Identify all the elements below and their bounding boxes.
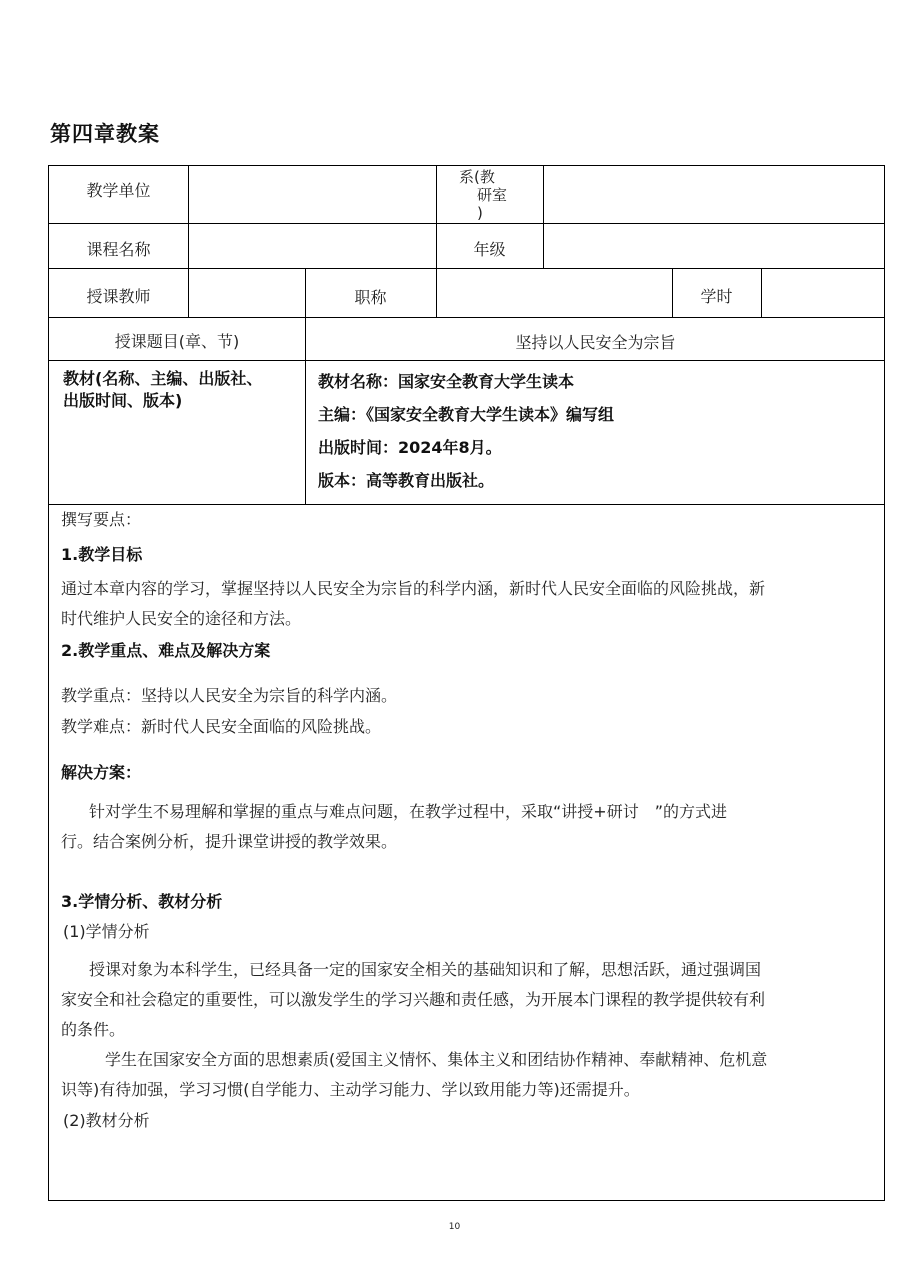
page-title: 第四章教案: [50, 122, 160, 146]
textbook-label: 教材(名称、主编、出版社、 出版时间、版本): [63, 369, 263, 410]
rank-label: 职称: [354, 288, 387, 307]
row-divider: [49, 360, 884, 361]
textbook-edition: 版本：高等教育出版社。: [318, 471, 495, 490]
subheading-textbook-analysis: (2)教材分析: [63, 1111, 150, 1130]
dept-label: 系(教 研室 ): [459, 168, 508, 222]
column-divider: [436, 268, 437, 317]
grade-label: 年级: [473, 240, 506, 259]
topic-value: 坚持以人民安全为宗旨: [515, 333, 676, 352]
textbook-name: 教材名称：国家安全教育大学生读本: [318, 372, 575, 391]
topic-label: 授课题目(章、节): [114, 332, 240, 351]
writing-points-intro: 撰写要点：: [61, 510, 142, 529]
column-divider: [188, 268, 189, 317]
row-divider: [49, 317, 884, 318]
unit-label: 教学单位: [86, 181, 151, 200]
subheading-student-analysis: (1)学情分析: [63, 922, 150, 941]
difficulty-text: 教学难点：新时代人民安全面临的风险挑战。: [61, 717, 382, 736]
section-heading-focus: 2.教学重点、难点及解决方案: [61, 641, 271, 660]
row-divider: [49, 268, 884, 269]
lesson-plan-table: [48, 165, 885, 1201]
section-heading-goals: 1.教学目标: [61, 545, 143, 564]
row-divider: [49, 504, 884, 505]
textbook-date: 出版时间：2024年8月。: [318, 438, 502, 457]
focus-text: 教学重点：坚持以人民安全为宗旨的科学内涵。: [61, 686, 398, 705]
textbook-editor: 主编：《国家安全教育大学生读本》编写组: [318, 405, 615, 424]
solution-paragraph: 针对学生不易理解和掌握的重点与难点问题，在教学过程中，采取“讲授+研讨 ”的方式进 行。结合案例分析，提升课堂讲授的教学效果。: [61, 802, 727, 851]
student-quality-paragraph: 学生在国家安全方面的思想素质(爱国主义情怀、集体主义和团结协作精神、奉献精神、危机意 识等)有待加强，学习习惯(自学能力、主动学习能力、学以致用能力等)还需提升。: [61, 1050, 768, 1099]
column-divider: [543, 166, 544, 268]
student-analysis-paragraph: 授课对象为本科学生，已经具备一定的国家安全相关的基础知识和了解，思想活跃，通过强调国 家安全和社会稳定的重要性，可以激发学生的学习兴趣和责任感，为开展本门课程的教学提供较有利 的条件。: [61, 960, 766, 1039]
course-name-label: 课程名称: [86, 240, 151, 259]
row-divider: [49, 223, 884, 224]
goals-paragraph: 通过本章内容的学习，掌握坚持以人民安全为宗旨的科学内涵，新时代人民安全面临的风险挑战，新 时代维护人民安全的途径和方法。: [61, 579, 766, 628]
column-divider: [188, 166, 189, 268]
teacher-label: 授课教师: [86, 287, 151, 306]
column-divider: [761, 268, 762, 317]
section-heading-analysis: 3.学情分析、教材分析: [61, 892, 223, 911]
solution-heading: 解决方案：: [61, 763, 142, 782]
page-number: 10: [448, 1222, 461, 1232]
hours-label: 学时: [700, 287, 733, 306]
textbook-details: [318, 365, 614, 497]
